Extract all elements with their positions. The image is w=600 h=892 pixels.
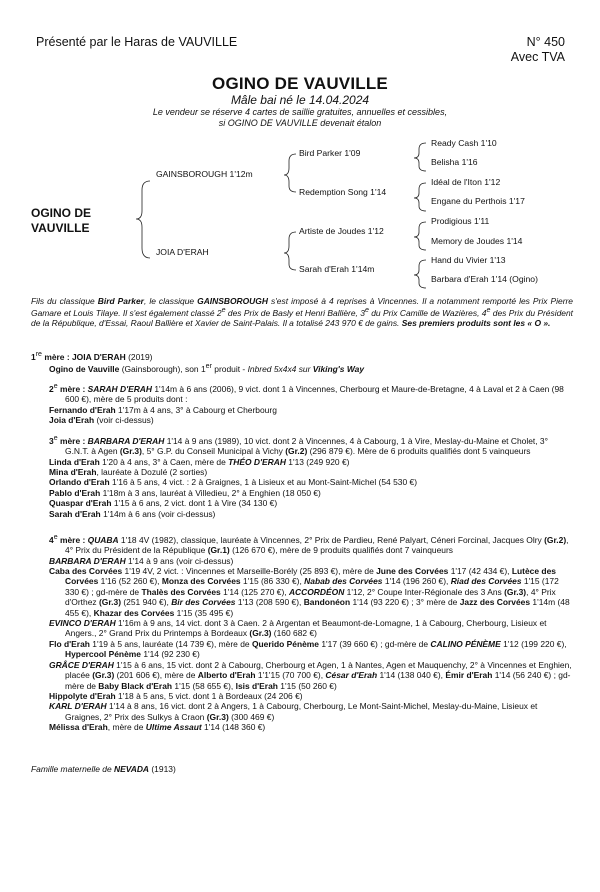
presenter-line: Présenté par le Haras de VAUVILLE [36, 35, 238, 49]
pedigree-dds: Hand du Vivier 1'13 [431, 255, 506, 265]
fourth-dam-section: 4e mère : QUABA 1'18 4V (1982), classique, lauréate à Vincennes, 2° Prix de Pardieu, René Palyart, Céneri Forcinal, Jacques Olry (Gr.2), 4° Prix du Président de la République (Gr.1) (126 670 €), mère de 9 produits qualifiés dont 7 vainqueurs BARBARA D'ERAH 1'14 à 9 ans (voir ci-dessus) Caba des Corvées 1'19 4V, 2 vict. : Vincennes et Marseille-Borély (25 893 €), mère de June des Corvées 1'17 (42 434 €), Lutèce des Corvées 1'16 (52 260 €), Monza des Corvées 1'15 (86 330 €), Nabab des Corvées 1'14 (196 260 €), Riad des Corvées 1'15 (172 330 €) ; gd-mère de Thalès des Corvées 1'14 (125 270 €), ACCORDÉON 1'12, 2° Coupe Inter-Régionale des 3 Ans (Gr.3), 4° Prix d'Orthez (Gr.3) (251 940 €), Bir des Corvées 1'13 (208 590 €), Bandonéon 1'14 (93 220 €) ; 3° mère de Jazz des Corvées 1'14m (48 455 €), Khazar des Corvées 1'15 (35 495 €) EVINCO D'ERAH 1'16m à 9 ans, 14 vict. dont 3 à Caen. 2 à Argentan et Beaumont-de-Lomagne, 1 à Cabourg, Cherbourg, Lisieux et Angers., 2° Grand Prix du Printemps à Bordeaux (Gr.3) (160 682 €) Flo d'Erah 1'19 à 5 ans, lauréate (14 739 €), mère de Querido Pénème 1'17 (39 660 €) ; gd-mère de CALINO PÉNÈME 1'12 (199 220 €), Hypercool Pénème 1'14 (92 230 €) GRÂCE D'ERAH 1'15 à 6 ans, 15 vict. dont 2 à Cabourg, Cherbourg et Agen, 1 à Nantes, Agen et Mauquenchy, 2° à Vincennes et Enghien, placée (Gr.3) (201 606 €), mère de Alberto d'Erah 1'1'15 (70 700 €), César d'Erah 1'14 (138 040 €), Émir d'Erah 1'14 (56 240 €) ; gd-mère de Baby Black d'Erah 1'15 (58 655 €), Isis d'Erah 1'15 (50 260 €) Hippolyte d'Erah 1'18 à 5 ans, 5 vict. dont 1 à Bordeaux (24 206 €) KARL D'ERAH 1'14 à 8 ans, 16 vict. dont 2 à Angers, 1 à Cabourg, Cherbourg, Le Mont-Saint-Michel, Meslay-du-Maine, Lisieux et Graignes, 2° Prix des Sulkys à Craon (Gr.3) (300 469 €) Mélissa d'Erah, mère de Ultime Assaut 1'14 (148 360 €) [49, 534, 572, 733]
pedigree-dss: Prodigious 1'11 [431, 216, 490, 226]
pedigree-dsd: Memory de Joudes 1'14 [431, 236, 523, 246]
pedigree-sire-sire: Bird Parker 1'09 [299, 148, 361, 158]
lot-number: N° 450 [526, 35, 565, 49]
pedigree-subject-line-1: OGINO DE [31, 206, 92, 220]
maternal-family-line: Famille maternelle de NEVADA (1913) [31, 764, 176, 774]
horse-name-title: OGINO DE VAUVILLE [212, 74, 388, 93]
sire-paragraph: Fils du classique Bird Parker, le classique GAINSBOROUGH s'est imposé à 4 reprises à Vincennes. Il a notamment remporté les Prix Pierre Gamare et Louis Tilaye. Il s'est également classé 2e des Prix de Basly et Henri Ballière, 3e du Prix Camille de Wazières, 4e des Prix du Président de la République, d'Essai, Raoul Ballière et Xavier de Saint-Palais. Il a totalisé 243 970 € de gains. Ses premiers produits sont les « O ». [31, 296, 574, 329]
reserve-note-1: Le vendeur se réserve 4 cartes de saillie gratuites, annuelles et cessibles, [152, 107, 448, 117]
first-dam-section: 1re mère : JOIA D'ERAH (2019) Ogino de Vauville (Gainsborough), son 1er produit - Inbred 5x4x4 sur Viking's Way [31, 351, 365, 375]
pedigree-dam-sire: Artiste de Joudes 1'12 [299, 226, 384, 236]
pedigree-sds: Idéal de l'Iton 1'12 [431, 177, 501, 187]
pedigree-dam: JOIA D'ERAH [156, 247, 209, 257]
tva-label: Avec TVA [510, 50, 565, 64]
birth-line: Mâle bai né le 14.04.2024 [230, 93, 370, 107]
pedigree-subject-line-2: VAUVILLE [31, 221, 90, 235]
pedigree-ssd: Belisha 1'16 [431, 157, 478, 167]
pedigree-sdd: Engane du Perthois 1'17 [431, 196, 525, 206]
pedigree-sire: GAINSBOROUGH 1'12m [156, 169, 253, 179]
pedigree-sss: Ready Cash 1'10 [431, 138, 497, 148]
pedigree-ddd: Barbara d'Erah 1'14 (Ogino) [431, 274, 538, 284]
second-dam-section: 2e mère : SARAH D'ERAH 1'14m à 6 ans (2006), 9 vict. dont 1 à Vincennes, Cherbourg et Maure-de-Bretagne, 4 à Laval et 2 à Caen (98 600 €), mère de 5 produits dont : Fernando d'Erah 1'17m à 4 ans, 3° à Cabourg et Cherbourg Joia d'Erah (voir ci-dessus) [49, 383, 564, 426]
pedigree-sire-dam: Redemption Song 1'14 [299, 187, 387, 197]
reserve-note-2: si OGINO DE VAUVILLE devenait étalon [218, 118, 382, 128]
third-dam-section: 3e mère : BARBARA D'ERAH 1'14 à 9 ans (1989), 10 vict. dont 2 à Vincennes, 4 à Cabourg, 1 à Vire, Meslay-du-Maine et Cholet, 3° G.N.T. à Agen (Gr.3), 5° G.P. du Conseil Municipal à Vichy (Gr.2) (296 879 €). Mère de 6 produits qualifiés dont 5 vainqueurs Linda d'Erah 1'20 à 4 ans, 3° à Caen, mère de THÉO D'ERAH 1'13 (249 920 €) Mina d'Erah, lauréate à Dozulé (2 sorties) Orlando d'Erah 1'16 à 5 ans, 4 vict. : 2 à Graignes, 1 à Lisieux et au Mont-Saint-Michel (54 530 €) Pablo d'Erah 1'18m à 3 ans, lauréat à Villedieu, 2° à Enghien (18 050 €) Quaspar d'Erah 1'15 à 6 ans, 2 vict. dont 1 à Vire (34 130 €) Sarah d'Erah 1'14m à 6 ans (voir ci-dessus) [49, 435, 548, 519]
pedigree-dam-dam: Sarah d'Erah 1'14m [299, 264, 375, 274]
